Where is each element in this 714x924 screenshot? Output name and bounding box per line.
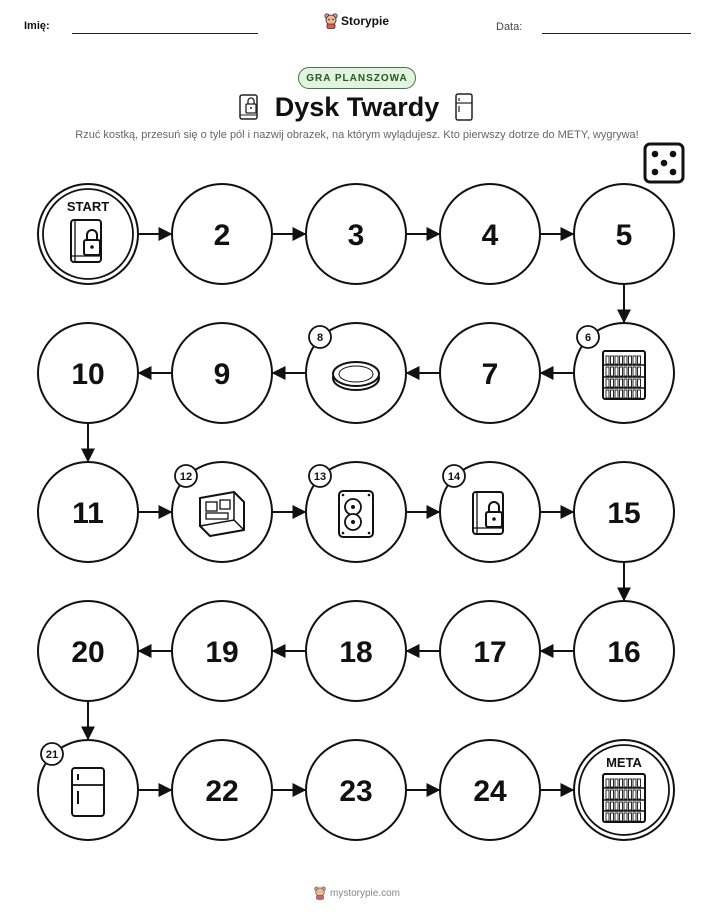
board-cell-14[interactable] <box>440 462 540 562</box>
board-cell-10[interactable] <box>38 323 138 423</box>
cell-number: 20 <box>71 636 105 669</box>
cell-number: 22 <box>205 775 239 808</box>
cell-number: 16 <box>607 636 641 669</box>
instructions: Rzuć kostką, przesuń się o tyle pól i nazwij obrazek, na którym wylądujesz. Kto pierwszy dotrze do METY, wygrywa! <box>75 129 639 141</box>
book-icon <box>200 492 244 536</box>
cell-number-badge: 21 <box>45 749 59 761</box>
cell-number: 4 <box>481 219 499 252</box>
board-cell-1[interactable] <box>38 184 138 284</box>
brand-name: Storypie <box>341 14 390 28</box>
board-cell-21[interactable] <box>38 740 138 840</box>
board-cell-4[interactable] <box>440 184 540 284</box>
board-cell-25[interactable] <box>574 740 674 840</box>
cell-number: 17 <box>473 636 507 669</box>
cell-number: 5 <box>615 219 633 252</box>
cell-number: 15 <box>607 497 641 530</box>
game-type-badge: GRA PLANSZOWA <box>298 67 416 89</box>
board-cell-13[interactable] <box>306 462 406 562</box>
cell-number-badge: 14 <box>447 471 461 483</box>
bookshelf-icon <box>603 774 645 822</box>
cell-number: 7 <box>481 358 499 391</box>
board-cell-15[interactable] <box>574 462 674 562</box>
board-cell-5[interactable] <box>574 184 674 284</box>
bear-mascot-icon <box>314 886 326 900</box>
board-cell-8[interactable] <box>306 323 406 423</box>
board-cell-3[interactable] <box>306 184 406 284</box>
locked-book-icon <box>473 492 503 534</box>
name-label: Imię: <box>24 20 50 32</box>
footer-url: mystorypie.com <box>329 887 400 899</box>
date-label: Data: <box>496 21 523 33</box>
board-cell-17[interactable] <box>440 601 540 701</box>
cell-number: 10 <box>71 358 105 391</box>
footer <box>0 886 714 900</box>
board-cell-9[interactable] <box>172 323 272 423</box>
board-cell-19[interactable] <box>172 601 272 701</box>
cell-number: 18 <box>339 636 373 669</box>
cell-number-badge: 13 <box>313 471 327 483</box>
board-cell-12[interactable] <box>172 462 272 562</box>
cell-number-badge: 12 <box>179 471 193 483</box>
cell-label: START <box>66 199 110 214</box>
cell-number: 24 <box>473 775 507 808</box>
board-cell-16[interactable] <box>574 601 674 701</box>
board-cell-7[interactable] <box>440 323 540 423</box>
cell-number-badge: 6 <box>584 332 592 344</box>
board-cell-11[interactable] <box>38 462 138 562</box>
cell-label: META <box>606 755 642 770</box>
board-cell-22[interactable] <box>172 740 272 840</box>
hard-drive-icon <box>339 491 373 537</box>
board-cell-18[interactable] <box>306 601 406 701</box>
cell-number: 2 <box>213 219 231 252</box>
cell-number: 23 <box>339 775 373 808</box>
board-cell-6[interactable] <box>574 323 674 423</box>
board-cell-2[interactable] <box>172 184 272 284</box>
cell-number: 11 <box>72 497 104 530</box>
cell-number: 19 <box>205 636 239 669</box>
cell-number: 3 <box>347 219 365 252</box>
cell-number: 9 <box>213 358 231 391</box>
fridge-icon <box>72 768 104 816</box>
disc-icon <box>333 362 379 390</box>
bookshelf-icon <box>603 351 645 399</box>
board-cell-24[interactable] <box>440 740 540 840</box>
page-title: Dysk Twardy <box>274 92 440 122</box>
board-cell-20[interactable] <box>38 601 138 701</box>
cell-number-badge: 8 <box>316 332 324 344</box>
locked-book-icon <box>71 220 101 262</box>
board-cell-23[interactable] <box>306 740 406 840</box>
